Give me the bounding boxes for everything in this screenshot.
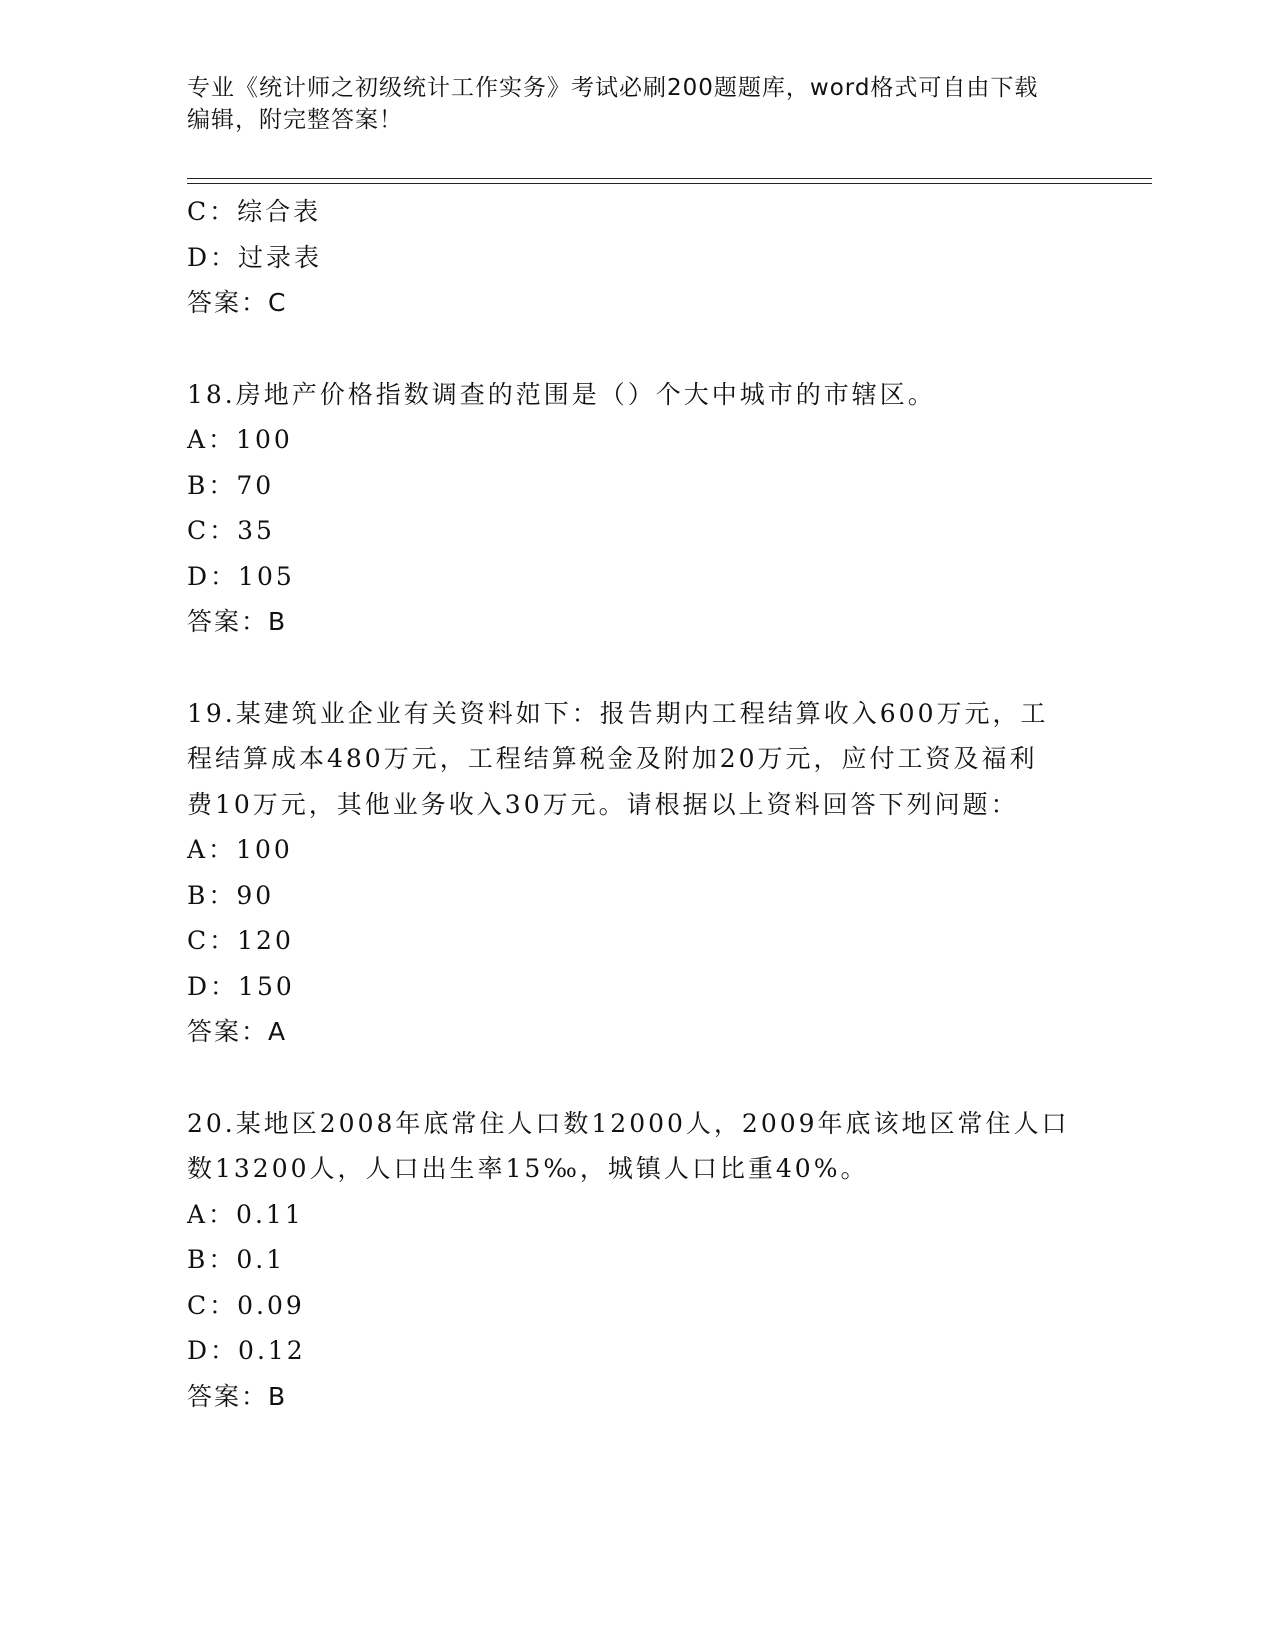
spacer <box>187 326 1087 372</box>
q19-option-a: A：100 <box>187 835 293 864</box>
q20-answer: 答案：B <box>187 1381 288 1411</box>
question-20-text <box>187 1101 1087 1192</box>
q18-option-b: B：70 <box>187 470 275 500</box>
option-d: D：过录表 <box>187 242 323 272</box>
q20-option-b: B：0.1 <box>187 1245 286 1274</box>
document-header <box>187 72 1087 136</box>
q18-option-c: C：35 <box>187 516 275 545</box>
q18-answer: 答案：B <box>187 607 288 636</box>
q20-option-c: C：0.09 <box>187 1290 305 1320</box>
spacer <box>187 645 1087 691</box>
header-line-1: 专业《统计师之初级统计工作实务》考试必刷200题题库，word格式可自由下载 <box>187 75 1039 101</box>
question-19-text <box>187 691 1087 828</box>
header-rule-bottom <box>187 183 1152 184</box>
spacer <box>187 1055 1087 1101</box>
q20-line-2: 数13200人，人口出生率15‰，城镇人口比重40%。 <box>187 1154 869 1183</box>
header-line-2: 编辑，附完整答案！ <box>187 107 403 133</box>
q18-option-a: A：100 <box>187 425 293 454</box>
q19-line-3: 费10万元，其他业务收入30万元。请根据以上资料回答下列问题： <box>187 789 1019 819</box>
answer-line: 答案：C <box>187 288 288 317</box>
question-content <box>187 189 1087 1419</box>
q19-option-d: D：150 <box>187 971 295 1001</box>
question-18-text: 18.房地产价格指数调查的范围是（）个大中城市的市辖区。 <box>187 379 936 409</box>
q19-line-2: 程结算成本480万元，工程结算税金及附加20万元，应付工资及福利 <box>187 744 1038 773</box>
header-rule-top <box>187 178 1152 179</box>
q19-answer: 答案：A <box>187 1017 288 1046</box>
q20-line-1: 20.某地区2008年底常住人口数12000人，2009年底该地区常住人口 <box>187 1108 1070 1138</box>
q19-option-c: C：120 <box>187 926 294 955</box>
option-c: C：综合表 <box>187 197 322 226</box>
q19-line-1: 19.某建筑业企业有关资料如下：报告期内工程结算收入600万元，工 <box>187 698 1049 728</box>
q18-option-d: D：105 <box>187 561 295 591</box>
q20-option-d: D：0.12 <box>187 1336 306 1365</box>
q20-option-a: A：0.11 <box>187 1199 304 1229</box>
q19-option-b: B：90 <box>187 880 275 910</box>
